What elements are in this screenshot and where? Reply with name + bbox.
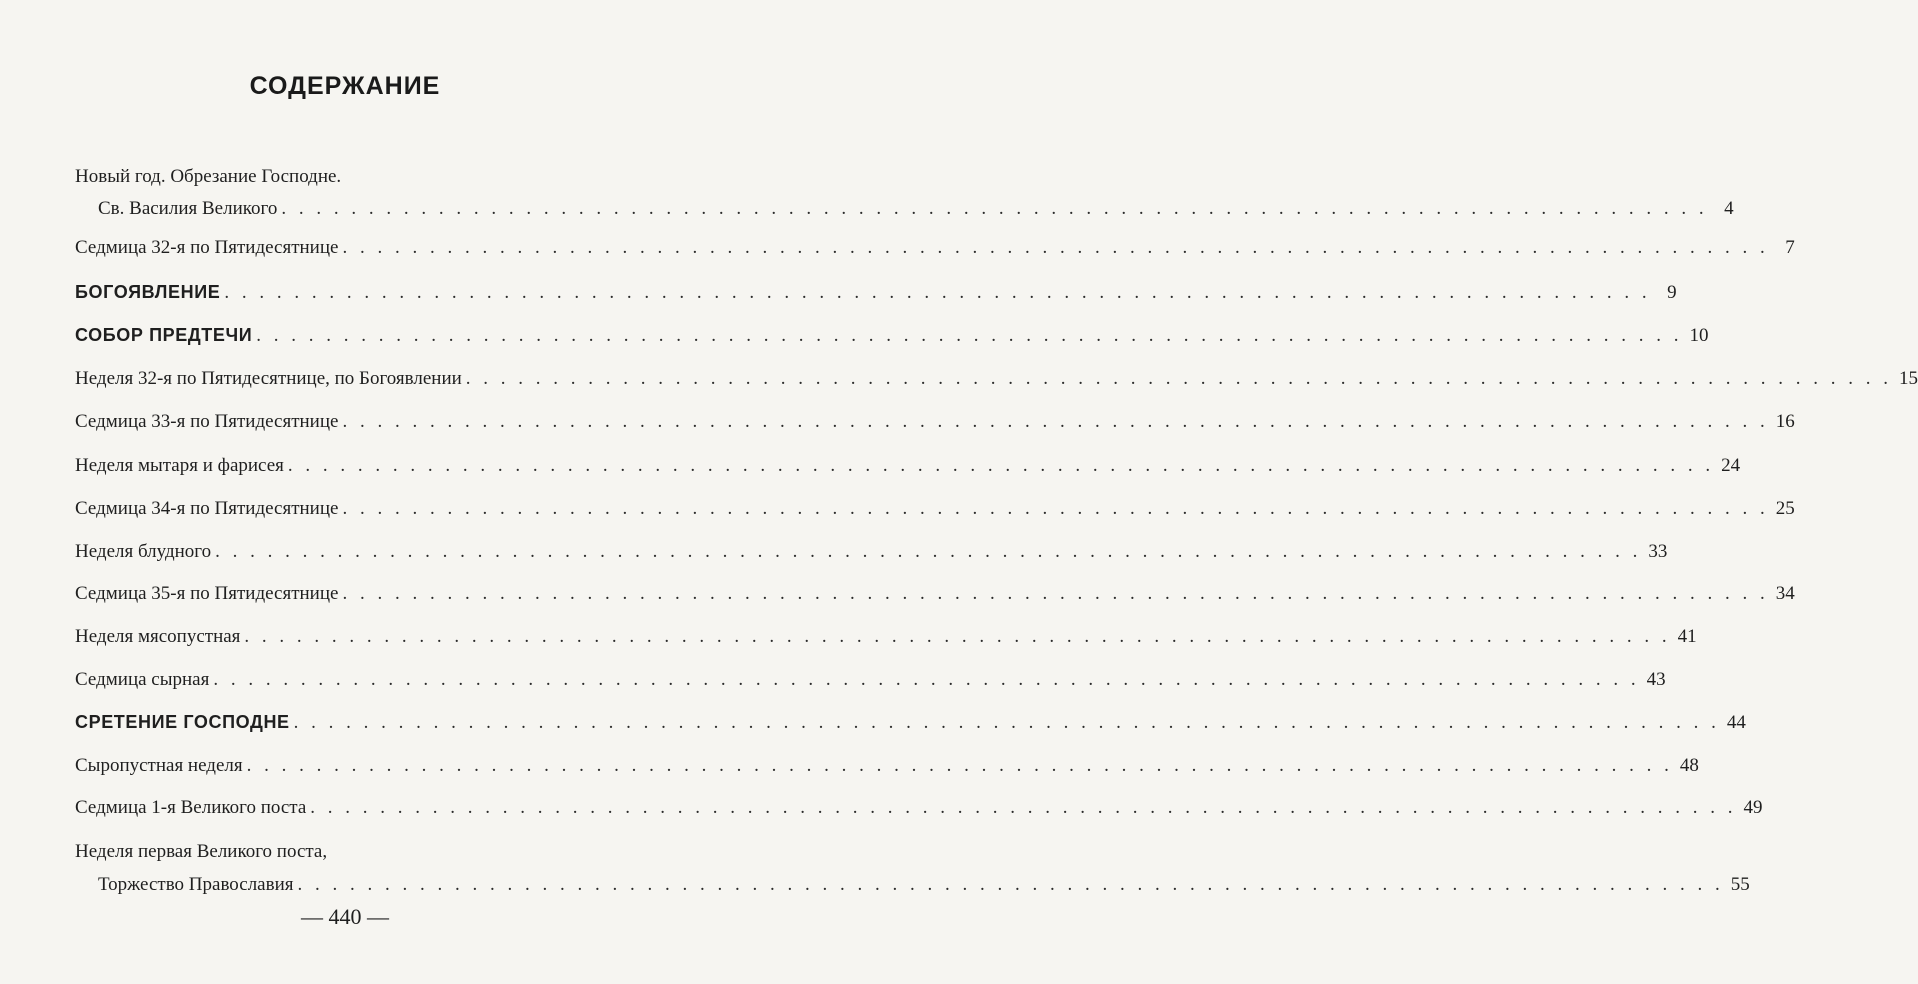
toc-entry-text: Седмица сырная: [75, 669, 210, 690]
toc-entry-text: Седмица 1-я Великого поста: [75, 797, 307, 818]
toc-entry: [75, 497, 1795, 521]
page-number: 10: [1689, 325, 1709, 346]
dot-leader: . . . . . . . . . . . . . . . . . . . . . . . . . . . . . . . . . . . . . . . . . . . . . . . . . . . . . . . . . . . . . . . . . . . . . . . . . . . . . . . . . .: [465, 368, 1893, 389]
toc-entry-text: Св. Василия Великого: [98, 198, 278, 219]
toc-entry: [75, 280, 1677, 305]
toc-entry-text: Седмица 33-я по Пятидесятнице: [75, 411, 339, 432]
dot-leader: . . . . . . . . . . . . . . . . . . . . . . . . . . . . . . . . . . . . . . . . . . . . . . . . . . . . . . . . . . . . . . . . . . . . . . . . . . . . . . . . . .: [246, 755, 1673, 776]
toc-entry-text: Неделя мясопустная: [75, 626, 241, 647]
page-number: 55: [1730, 874, 1750, 895]
page-number: 16: [1775, 411, 1795, 432]
dot-leader: . . . . . . . . . . . . . . . . . . . . . . . . . . . . . . . . . . . . . . . . . . . . . . . . . . . . . . . . . . . . . . . . . . . . . . . . . . . . . . . . . .: [281, 198, 1708, 219]
dot-leader: . . . . . . . . . . . . . . . . . . . . . . . . . . . . . . . . . . . . . . . . . . . . . . . . . . . . . . . . . . . . . . . . . . . . . . . . . . . . . . . . . .: [342, 583, 1769, 604]
page-number: 9: [1667, 282, 1677, 303]
page-folio: — 440 —: [301, 904, 389, 929]
toc-entry-text: Неделя 32-я по Пятидесятнице, по Богоявлении: [75, 368, 462, 389]
page-number: 4: [1724, 198, 1734, 219]
toc-entry-text: Неделя первая Великого поста,: [75, 841, 328, 862]
dot-leader: . . . . . . . . . . . . . . . . . . . . . . . . . . . . . . . . . . . . . . . . . . . . . . . . . . . . . . . . . . . . . . . . . . . . . . . . . . . . . . . . . .: [342, 237, 1769, 258]
page-number: 41: [1677, 626, 1697, 647]
dot-leader: . . . . . . . . . . . . . . . . . . . . . . . . . . . . . . . . . . . . . . . . . . . . . . . . . . . . . . . . . . . . . . . . . . . . . . . . . . . . . . . . . .: [287, 455, 1715, 476]
dot-leader: . . . . . . . . . . . . . . . . . . . . . . . . . . . . . . . . . . . . . . . . . . . . . . . . . . . . . . . . . . . . . . . . . . . . . . . . . . . . . . . . . .: [256, 325, 1683, 346]
toc-entry-text: Неделя блудного: [75, 541, 212, 562]
toc-entry: [75, 582, 1795, 606]
toc-entry: [75, 323, 1709, 348]
dot-leader: . . . . . . . . . . . . . . . . . . . . . . . . . . . . . . . . . . . . . . . . . . . . . . . . . . . . . . . . . . . . . . . . . . . . . . . . . . . . . . . . . .: [342, 411, 1769, 432]
page-number: 24: [1721, 455, 1741, 476]
toc-entry-text: СОБОР ПРЕДТЕЧИ: [75, 325, 253, 345]
toc-entry: [75, 840, 1750, 897]
toc-entry: [75, 540, 1668, 564]
dot-leader: . . . . . . . . . . . . . . . . . . . . . . . . . . . . . . . . . . . . . . . . . . . . . . . . . . . . . . . . . . . . . . . . . . . . . . . . . . . . . . . . . .: [215, 541, 1642, 562]
toc-entry: [75, 165, 1734, 221]
dot-leader: . . . . . . . . . . . . . . . . . . . . . . . . . . . . . . . . . . . . . . . . . . . . . . . . . . . . . . . . . . . . . . . . . . . . . . . . . . . . . . . . . .: [310, 797, 1737, 818]
toc-entry: [75, 236, 1795, 260]
page-number: 44: [1726, 712, 1746, 733]
page-number: 43: [1646, 669, 1666, 690]
page-number: 15: [1899, 368, 1918, 389]
dot-leader: . . . . . . . . . . . . . . . . . . . . . . . . . . . . . . . . . . . . . . . . . . . . . . . . . . . . . . . . . . . . . . . . . . . . . . . . . . . . . . . . . .: [244, 626, 1671, 647]
toc-entry: [75, 754, 1699, 778]
toc-entry: [75, 668, 1666, 692]
page-number: 49: [1743, 797, 1763, 818]
toc-entry: [75, 367, 1918, 391]
toc-entry-text: Новый год. Обрезание Господне.: [75, 166, 342, 187]
dot-leader: . . . . . . . . . . . . . . . . . . . . . . . . . . . . . . . . . . . . . . . . . . . . . . . . . . . . . . . . . . . . . . . . . . . . . . . . . . . . . . . . . .: [342, 498, 1769, 519]
dot-leader: . . . . . . . . . . . . . . . . . . . . . . . . . . . . . . . . . . . . . . . . . . . . . . . . . . . . . . . . . . . . . . . . . . . . . . . . . . . . . . . . . .: [224, 282, 1651, 303]
dot-leader: . . . . . . . . . . . . . . . . . . . . . . . . . . . . . . . . . . . . . . . . . . . . . . . . . . . . . . . . . . . . . . . . . . . . . . . . . . . . . . . . . .: [293, 712, 1720, 733]
page-number: 34: [1775, 583, 1795, 604]
toc-entry-text: СРЕТЕНИЕ ГОСПОДНЕ: [75, 712, 290, 732]
toc-entry-text: Торжество Православия: [98, 874, 294, 895]
dot-leader: . . . . . . . . . . . . . . . . . . . . . . . . . . . . . . . . . . . . . . . . . . . . . . . . . . . . . . . . . . . . . . . . . . . . . . . . . . . . . . . . . .: [297, 874, 1724, 895]
dot-leader: . . . . . . . . . . . . . . . . . . . . . . . . . . . . . . . . . . . . . . . . . . . . . . . . . . . . . . . . . . . . . . . . . . . . . . . . . . . . . . . . . .: [213, 669, 1640, 690]
toc-entry-text: Седмица 32-я по Пятидесятнице: [75, 237, 339, 258]
page-number: 25: [1775, 498, 1795, 519]
toc-entry-text: Седмица 35-я по Пятидесятнице: [75, 583, 339, 604]
toc-entry: [75, 625, 1697, 649]
toc-entry: [75, 454, 1741, 478]
page-title: СОДЕРЖАНИЕ: [249, 72, 441, 100]
toc-entry-text: Неделя мытаря и фарисея: [75, 455, 284, 476]
page-number: 7: [1785, 237, 1795, 258]
page-number: 33: [1648, 541, 1668, 562]
toc-entry: [75, 796, 1763, 820]
toc-entry-text: Седмица 34-я по Пятидесятнице: [75, 498, 339, 519]
toc-entry: [75, 710, 1746, 735]
page-number: 48: [1679, 755, 1699, 776]
toc-entry-text: БОГОЯВЛЕНИЕ: [75, 282, 221, 302]
toc-entry: [75, 410, 1795, 434]
toc-entry-text: Сыропустная неделя: [75, 755, 243, 776]
